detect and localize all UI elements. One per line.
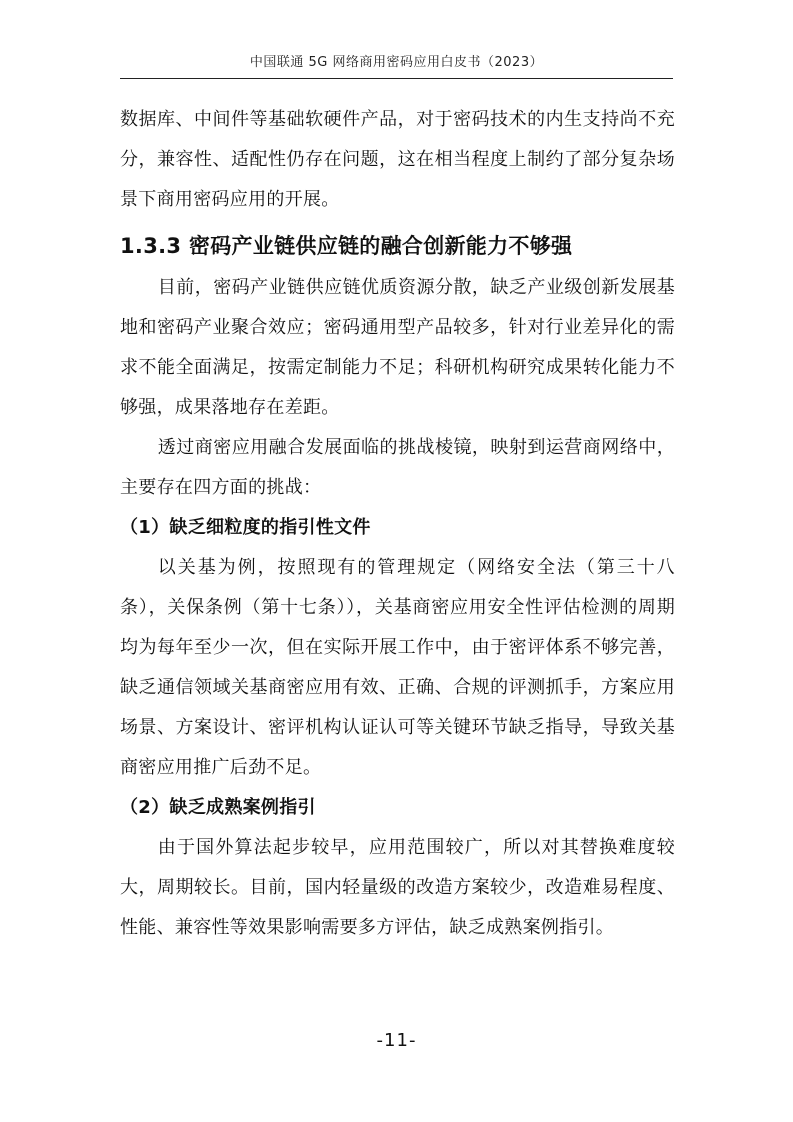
paragraph-continued: 数据库、中间件等基础软硬件产品，对于密码技术的内生支持尚不充分，兼容性、适配性仍存在问题，这在相当程度上制约了部分复杂场景下商用密码应用的开展。 bbox=[120, 109, 675, 210]
page-content bbox=[120, 100, 675, 948]
page-header bbox=[120, 52, 673, 79]
sub-heading: （2）缺乏成熟案例指引 bbox=[120, 797, 316, 818]
sub-heading: （1）缺乏细粒度的指引性文件 bbox=[120, 517, 371, 538]
paragraph: 由于国外算法起步较早，应用范围较广，所以对其替换难度较大，周期较长。目前，国内轻量级的改造方案较少，改造难易程度、性能、兼容性等效果影响需要多方评估，缺乏成熟案例指引。 bbox=[120, 837, 675, 938]
paragraph: 目前，密码产业链供应链优质资源分散，缺乏产业级创新发展基地和密码产业聚合效应；密码通用型产品较多，针对行业差异化的需求不能全面满足，按需定制能力不足；科研机构研究成果转化能力不够强，成果落地存在差距。 bbox=[120, 277, 675, 418]
paragraph: 以关基为例，按照现有的管理规定（网络安全法（第三十八条），关保条例（第十七条）），关基商密应用安全性评估检测的周期均为每年至少一次，但在实际开展工作中，由于密评体系不够完善，缺乏通信领域关基商密应用有效、正确、合规的评测抓手，方案应用场景、方案设计、密评机构认证认可等关键环节缺乏指导，导致关基商密应用推广后劲不足。 bbox=[120, 557, 675, 778]
paragraph: 透过商密应用融合发展面临的挑战棱镜，映射到运营商网络中，主要存在四方面的挑战： bbox=[120, 437, 675, 498]
section-heading: 1.3.3 密码产业链供应链的融合创新能力不够强 bbox=[120, 234, 573, 258]
header-title: 中国联通 5G 网络商用密码应用白皮书（2023） bbox=[249, 55, 544, 70]
page-number: -11- bbox=[376, 1030, 417, 1051]
